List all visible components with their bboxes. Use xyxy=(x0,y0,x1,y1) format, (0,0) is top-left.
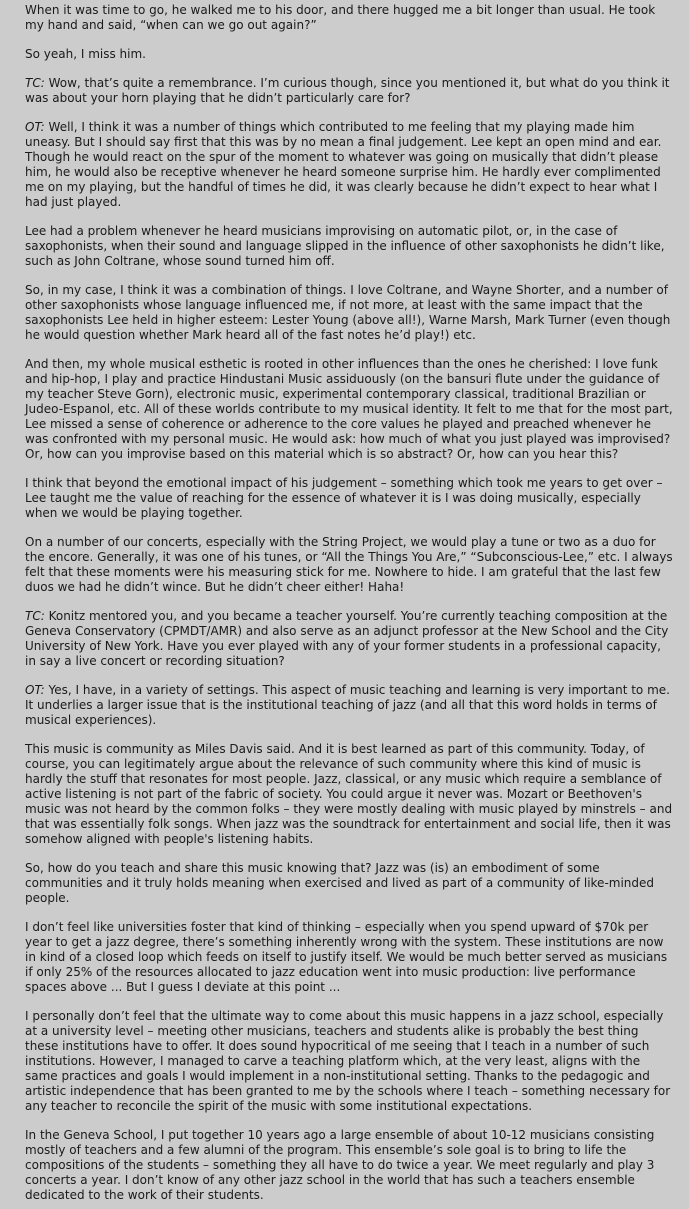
speaker-label: OT: xyxy=(25,683,45,697)
paragraph xyxy=(25,609,675,669)
paragraph xyxy=(25,76,675,106)
paragraph-text: When it was time to go, he walked me to his door, and there hugged me a bit longer than usual. He took my hand and said, “when can we go out again?” xyxy=(25,3,656,32)
paragraph xyxy=(25,920,675,995)
speaker-label: TC: xyxy=(25,76,45,90)
paragraph xyxy=(25,224,675,269)
paragraph-text: On a number of our concerts, especially with the String Project, we would play a tune or two as a duo for the encore. Generally, it was one of his tunes, or “All the Things You Are,” “Subconscious-Lee,” etc. I always felt that these moments were his measuring stick for me. Nowhere to hide. I am grateful that the last few duos we had he didn’t wince. But he didn’t cheer either! Haha! xyxy=(25,535,673,594)
paragraph xyxy=(25,535,675,595)
paragraph xyxy=(25,1009,675,1114)
paragraph xyxy=(25,742,675,847)
paragraph xyxy=(25,3,675,33)
paragraph-text: Well, I think it was a number of things which contributed to me feeling that my playing made him uneasy. But I should say first that this was by no mean a final judgement. Lee kept an open mind and ear. Though he would react on the spur of the moment to whatever was going on musically that didn’t please him, he would also be receptive whenever he heard someone surprise him. He hardly ever complimented me on my playing, but the handful of times he did, it was clearly because he didn’t expect to hear what I had just played. xyxy=(25,120,662,209)
paragraph-text: So, in my case, I think it was a combination of things. I love Coltrane, and Wayne Shorter, and a number of other saxophonists whose language influenced me, if not more, at least with the same impact that the saxophonists Lee held in higher esteem: Lester Young (above all!), Warne Marsh, Mark Turner (even though he would question whether Mark heard all of the fast notes he’d play!) etc. xyxy=(25,283,671,342)
paragraph-text: So, how do you teach and share this music knowing that? Jazz was (is) an embodiment of some communities and it truly holds meaning when exercised and lived as part of a community of like-minded people. xyxy=(25,861,655,905)
paragraph-text: Konitz mentored you, and you became a teacher yourself. You’re currently teaching composition at the Geneva Conservatory (CPMDT/AMR) and also serve as an adjunct professor at the New School and the City University of New York. Have you ever played with any of your former students in a professional capacity, in say a live concert or recording situation? xyxy=(25,609,669,668)
paragraph xyxy=(25,283,675,343)
paragraph xyxy=(25,357,675,462)
paragraph-text: And then, my whole musical esthetic is rooted in other influences than the ones he cherished: I love funk and hip-hop, I play and practice Hindustani Music assiduously (on the bansuri flute under the guidance of my teacher Steve Gorn), electronic music, experimental contemporary classical, traditional Brazilian or Judeo-Espanol, etc. All of these worlds contribute to my musical identity. It felt to me that for the most part, Lee missed a sense of coherence or adherence to the core values he played and preached whenever he was confronted with my personal music. He would ask: how much of what you just played was improvised? Or, how can you improvise based on this material which is so abstract? Or, how can you hear this? xyxy=(25,357,673,461)
paragraph-text: In the Geneva School, I put together 10 years ago a large ensemble of about 10-12 musicians consisting mostly of teachers and a few alumni of the program. This ensemble’s sole goal is to bring to life the compositions of the students – something they all have to do twice a year. We meet regularly and play 3 concerts a year. I don’t know of any other jazz school in the world that has such a teachers ensemble dedicated to the work of their students. xyxy=(25,1128,655,1202)
paragraph xyxy=(25,1128,675,1203)
paragraph-text: Yes, I have, in a variety of settings. This aspect of music teaching and learning is very important to me. It underlies a larger issue that is the institutional teaching of jazz (and all that this word holds in terms of musical experiences). xyxy=(25,683,670,727)
paragraph-text: I think that beyond the emotional impact of his judgement – something which took me years to get over – Lee taught me the value of reaching for the essence of whatever it is I was doing musically, especially when we would be playing together. xyxy=(25,476,663,520)
paragraph xyxy=(25,47,675,62)
paragraph-text: So yeah, I miss him. xyxy=(25,47,146,61)
paragraph-text: I personally don’t feel that the ultimate way to come about this music happens in a jazz school, especially at a university level – meeting other musicians, teachers and students alike is probably the best thing these institutions have to offer. It does sound hypocritical of me seeing that I teach in a number of such institutions. However, I managed to carve a teaching platform which, at the very least, aligns with the same practices and goals I would implement in a non-institutional setting. Thanks to the pedagogic and artistic independence that has been granted to me by the schools where I teach – something necessary for any teacher to reconcile the spirit of the music with some institutional expectations. xyxy=(25,1009,671,1113)
paragraph-text: This music is community as Miles Davis said. And it is best learned as part of this community. Today, of course, you can legitimately argue about the relevance of such community where this kind of music is hardly the stuff that resonates for most people. Jazz, classical, or any music which require a semblance of active listening is not part of the fabric of society. You could argue it never was. Mozart or Beethoven's music was not heard by the common folks – they were mostly dealing with music played by minstrels – and that was essentially folk songs. When jazz was the soundtrack for entertainment and social life, then it was somehow aligned with people's listening habits. xyxy=(25,742,673,846)
paragraph-text: Lee had a problem whenever he heard musicians improvising on automatic pilot, or, in the case of saxophonists, when their sound and language slipped in the influence of other saxophonists he didn’t like, such as John Coltrane, whose sound turned him off. xyxy=(25,224,665,268)
paragraph-text: Wow, that’s quite a remembrance. I’m curious though, since you mentioned it, but what do you think it was about your horn playing that he didn’t particularly care for? xyxy=(25,76,670,105)
speaker-label: TC: xyxy=(25,609,45,623)
speaker-label: OT: xyxy=(25,120,45,134)
paragraph xyxy=(25,683,675,728)
paragraph xyxy=(25,476,675,521)
paragraph xyxy=(25,861,675,906)
paragraph xyxy=(25,120,675,210)
paragraph-text: I don’t feel like universities foster that kind of thinking – especially when you spend upward of $70k per year to get a jazz degree, there’s something inherently wrong with the system. These institutions are now in kind of a closed loop which feeds on itself to justify itself. We would be much better served as musicians if only 25% of the resources allocated to jazz education went into music production: live performance spaces above ... But I guess I deviate at this point ... xyxy=(25,920,668,994)
